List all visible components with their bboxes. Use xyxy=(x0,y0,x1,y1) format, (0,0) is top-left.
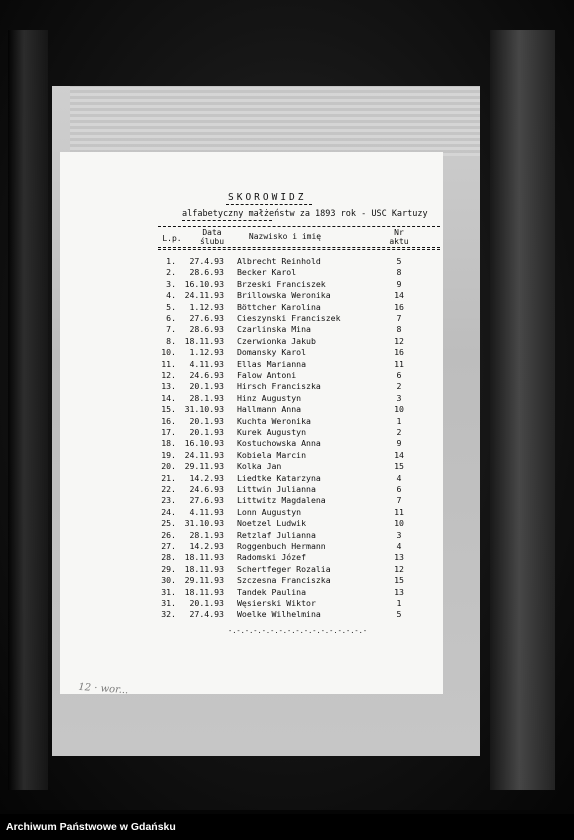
row-akt: 5 xyxy=(396,609,402,620)
row-number: 4. xyxy=(166,290,176,301)
header-lp: L.p. xyxy=(162,234,182,243)
row-date: 27.6.93 xyxy=(189,495,224,506)
row-name: Littwitz Magdalena xyxy=(237,495,326,506)
row-akt: 8 xyxy=(396,267,402,278)
row-name: Lonn Augustyn xyxy=(237,506,302,517)
row-akt: 6 xyxy=(396,370,402,380)
header-rule-bottom xyxy=(158,247,440,248)
table-row xyxy=(158,495,440,506)
row-akt: 2 xyxy=(396,427,402,437)
row-date: 29.11.93 xyxy=(184,461,224,472)
row-number: 16. xyxy=(161,415,176,426)
row-akt: 3 xyxy=(396,392,402,403)
row-akt: 13 xyxy=(394,586,404,597)
row-date: 24.6.93 xyxy=(189,484,224,494)
row-date: 18.11.93 xyxy=(184,335,224,346)
row-akt: 7 xyxy=(396,495,402,506)
table-row xyxy=(158,290,440,301)
row-date: 24.11.93 xyxy=(184,449,224,460)
row-name: Retzlaf Julianna xyxy=(237,529,316,540)
row-number: 25. xyxy=(161,518,176,529)
end-mark: -.-.-.-.-.-.-.-.-.-.-.-.-.-.-.-.- xyxy=(228,627,368,635)
row-date: 27.4.93 xyxy=(189,609,224,620)
row-akt: 6 xyxy=(396,484,402,494)
row-name: Kuchta Weronika xyxy=(237,415,311,426)
row-date: 27.6.93 xyxy=(189,313,224,323)
table-row xyxy=(158,438,440,449)
row-name: Kolka Jan xyxy=(237,461,282,472)
row-name: Kostuchowska Anna xyxy=(237,438,321,449)
row-name: Woelke Wilhelmina xyxy=(237,609,321,620)
row-number: 6. xyxy=(166,313,176,323)
table-row xyxy=(158,279,440,290)
board-top-strip xyxy=(70,86,480,156)
row-number: 19. xyxy=(161,449,176,460)
row-number: 31. xyxy=(161,586,176,597)
row-akt: 16 xyxy=(394,301,404,312)
table-row xyxy=(158,575,440,586)
table-row xyxy=(158,302,440,313)
row-date: 16.10.93 xyxy=(184,438,224,449)
table-row xyxy=(158,267,440,278)
row-number: 5. xyxy=(166,301,176,312)
row-name: Noetzel Ludwik xyxy=(237,518,307,529)
row-name: Hallmann Anna xyxy=(237,404,302,415)
row-date: 24.6.93 xyxy=(189,370,224,380)
row-akt: 9 xyxy=(396,438,402,449)
document-subtitle: alfabetyczny małżeństw za 1893 rok - USC Kartuzy xyxy=(182,209,428,219)
row-name: Kurek Augustyn xyxy=(237,427,307,437)
row-akt: 15 xyxy=(394,461,404,472)
row-akt: 2 xyxy=(396,381,402,392)
row-date: 29.11.93 xyxy=(184,575,224,586)
row-number: 27. xyxy=(161,541,176,551)
table-row xyxy=(158,336,440,347)
table-row xyxy=(158,347,440,358)
row-number: 3. xyxy=(166,278,176,289)
row-date: 27.4.93 xyxy=(189,256,224,266)
row-name: Węsierski Wiktor xyxy=(237,598,316,608)
row-date: 20.1.93 xyxy=(189,427,224,437)
row-akt: 4 xyxy=(396,541,402,551)
table-row xyxy=(158,587,440,598)
row-number: 30. xyxy=(161,575,176,586)
header-date-line2: ślubu xyxy=(199,237,225,246)
table-row xyxy=(158,541,440,552)
table-row xyxy=(158,359,440,370)
row-akt: 14 xyxy=(394,449,404,460)
row-date: 20.1.93 xyxy=(189,598,224,608)
row-name: Schertfeger Rozalia xyxy=(237,563,331,574)
row-akt: 10 xyxy=(394,404,404,415)
row-akt: 4 xyxy=(396,472,402,483)
row-date: 18.11.93 xyxy=(184,586,224,597)
row-name: Böttcher Karolina xyxy=(237,301,321,312)
row-date: 20.1.93 xyxy=(189,381,224,392)
row-number: 15. xyxy=(161,404,176,415)
table-row xyxy=(158,313,440,324)
film-edge-right xyxy=(490,30,555,790)
table-row xyxy=(158,461,440,472)
row-name: Becker Karol xyxy=(237,267,297,278)
row-akt: 12 xyxy=(394,563,404,574)
row-number: 29. xyxy=(161,563,176,574)
row-number: 18. xyxy=(161,438,176,449)
table-row xyxy=(158,552,440,563)
row-number: 8. xyxy=(166,335,176,346)
row-name: Czerwionka Jakub xyxy=(237,335,316,346)
row-name: Brillowska Weronika xyxy=(237,290,331,301)
row-date: 16.10.93 xyxy=(184,278,224,289)
row-akt: 11 xyxy=(394,506,404,517)
row-akt: 16 xyxy=(394,347,404,358)
row-akt: 7 xyxy=(396,313,402,323)
table-row xyxy=(158,393,440,404)
table-row xyxy=(158,381,440,392)
row-name: Brzeski Franciszek xyxy=(237,278,326,289)
row-date: 20.1.93 xyxy=(189,415,224,426)
row-name: Hirsch Franciszka xyxy=(237,381,321,392)
table-row xyxy=(158,416,440,427)
row-number: 13. xyxy=(161,381,176,392)
row-name: Szczesna Franciszka xyxy=(237,575,331,586)
row-name: Czarlinska Mina xyxy=(237,324,311,335)
row-date: 31.10.93 xyxy=(184,404,224,415)
header-akt-line1: Nr xyxy=(394,228,404,237)
document-title: SKOROWIDZ xyxy=(228,192,307,203)
table-row xyxy=(158,518,440,529)
row-number: 14. xyxy=(161,392,176,403)
row-date: 1.12.93 xyxy=(189,347,224,358)
table-row xyxy=(158,530,440,541)
row-number: 24. xyxy=(161,506,176,517)
row-number: 21. xyxy=(161,472,176,483)
row-date: 4.11.93 xyxy=(189,358,224,369)
row-date: 28.1.93 xyxy=(189,529,224,540)
row-date: 31.10.93 xyxy=(184,518,224,529)
row-akt: 3 xyxy=(396,529,402,540)
header-akt-line2: aktu xyxy=(389,237,409,246)
row-date: 28.6.93 xyxy=(189,324,224,335)
row-akt: 10 xyxy=(394,518,404,529)
row-akt: 13 xyxy=(394,552,404,563)
row-name: Cieszynski Franciszek xyxy=(237,313,341,323)
row-akt: 14 xyxy=(394,290,404,301)
row-name: Ellas Marianna xyxy=(237,358,307,369)
row-name: Kobiela Marcin xyxy=(237,449,307,460)
header-name: Nazwisko i imię xyxy=(248,232,322,241)
table-row xyxy=(158,507,440,518)
row-name: Falow Antoni xyxy=(237,370,297,380)
row-number: 22. xyxy=(161,484,176,494)
row-date: 1.12.93 xyxy=(189,301,224,312)
row-number: 31. xyxy=(161,598,176,608)
row-name: Hinz Augustyn xyxy=(237,392,302,403)
row-date: 4.11.93 xyxy=(189,506,224,517)
row-name: Littwin Julianna xyxy=(237,484,316,494)
film-edge-left xyxy=(8,30,48,790)
row-name: Albrecht Reinhold xyxy=(237,256,321,266)
row-number: 17. xyxy=(161,427,176,437)
row-name: Radomski Józef xyxy=(237,552,307,563)
row-number: 20. xyxy=(161,461,176,472)
row-date: 28.6.93 xyxy=(189,267,224,278)
row-date: 28.1.93 xyxy=(189,392,224,403)
title-underline xyxy=(226,204,312,205)
row-akt: 1 xyxy=(396,598,402,608)
row-number: 7. xyxy=(166,324,176,335)
row-number: 10. xyxy=(161,347,176,358)
row-akt: 5 xyxy=(396,256,402,266)
row-number: 26. xyxy=(161,529,176,540)
header-rule-bottom-2 xyxy=(158,249,440,250)
row-akt: 15 xyxy=(394,575,404,586)
row-akt: 11 xyxy=(394,358,404,369)
row-date: 24.11.93 xyxy=(184,290,224,301)
row-number: 28. xyxy=(161,552,176,563)
row-number: 23. xyxy=(161,495,176,506)
table-row xyxy=(158,598,440,609)
row-number: 11. xyxy=(161,358,176,369)
row-date: 14.2.93 xyxy=(189,472,224,483)
subtitle-underline xyxy=(182,220,272,221)
header-rule-top xyxy=(158,226,440,227)
row-name: Roggenbuch Hermann xyxy=(237,541,326,551)
archive-label: Archiwum Państwowe w Gdańsku xyxy=(6,821,176,833)
row-name: Liedtke Katarzyna xyxy=(237,472,321,483)
row-akt: 8 xyxy=(396,324,402,335)
row-number: 2. xyxy=(166,267,176,278)
table-row xyxy=(158,484,440,495)
table-row xyxy=(158,256,440,267)
row-number: 1. xyxy=(166,256,176,266)
table-row xyxy=(158,324,440,335)
table-row xyxy=(158,473,440,484)
row-date: 18.11.93 xyxy=(184,552,224,563)
row-date: 18.11.93 xyxy=(184,563,224,574)
row-date: 14.2.93 xyxy=(189,541,224,551)
table-row xyxy=(158,450,440,461)
table-row xyxy=(158,564,440,575)
row-akt: 1 xyxy=(396,415,402,426)
row-number: 12. xyxy=(161,370,176,380)
row-name: Tandek Paulina xyxy=(237,586,307,597)
header-date-line1: Data xyxy=(202,228,222,237)
row-akt: 12 xyxy=(394,335,404,346)
table-row xyxy=(158,370,440,381)
handwritten-note: 12 · wor... xyxy=(77,681,129,697)
table-row xyxy=(158,427,440,438)
row-akt: 9 xyxy=(396,278,402,289)
table-row xyxy=(158,404,440,415)
row-name: Domansky Karol xyxy=(237,347,307,358)
table-row xyxy=(158,609,440,620)
row-number: 32. xyxy=(161,609,176,620)
